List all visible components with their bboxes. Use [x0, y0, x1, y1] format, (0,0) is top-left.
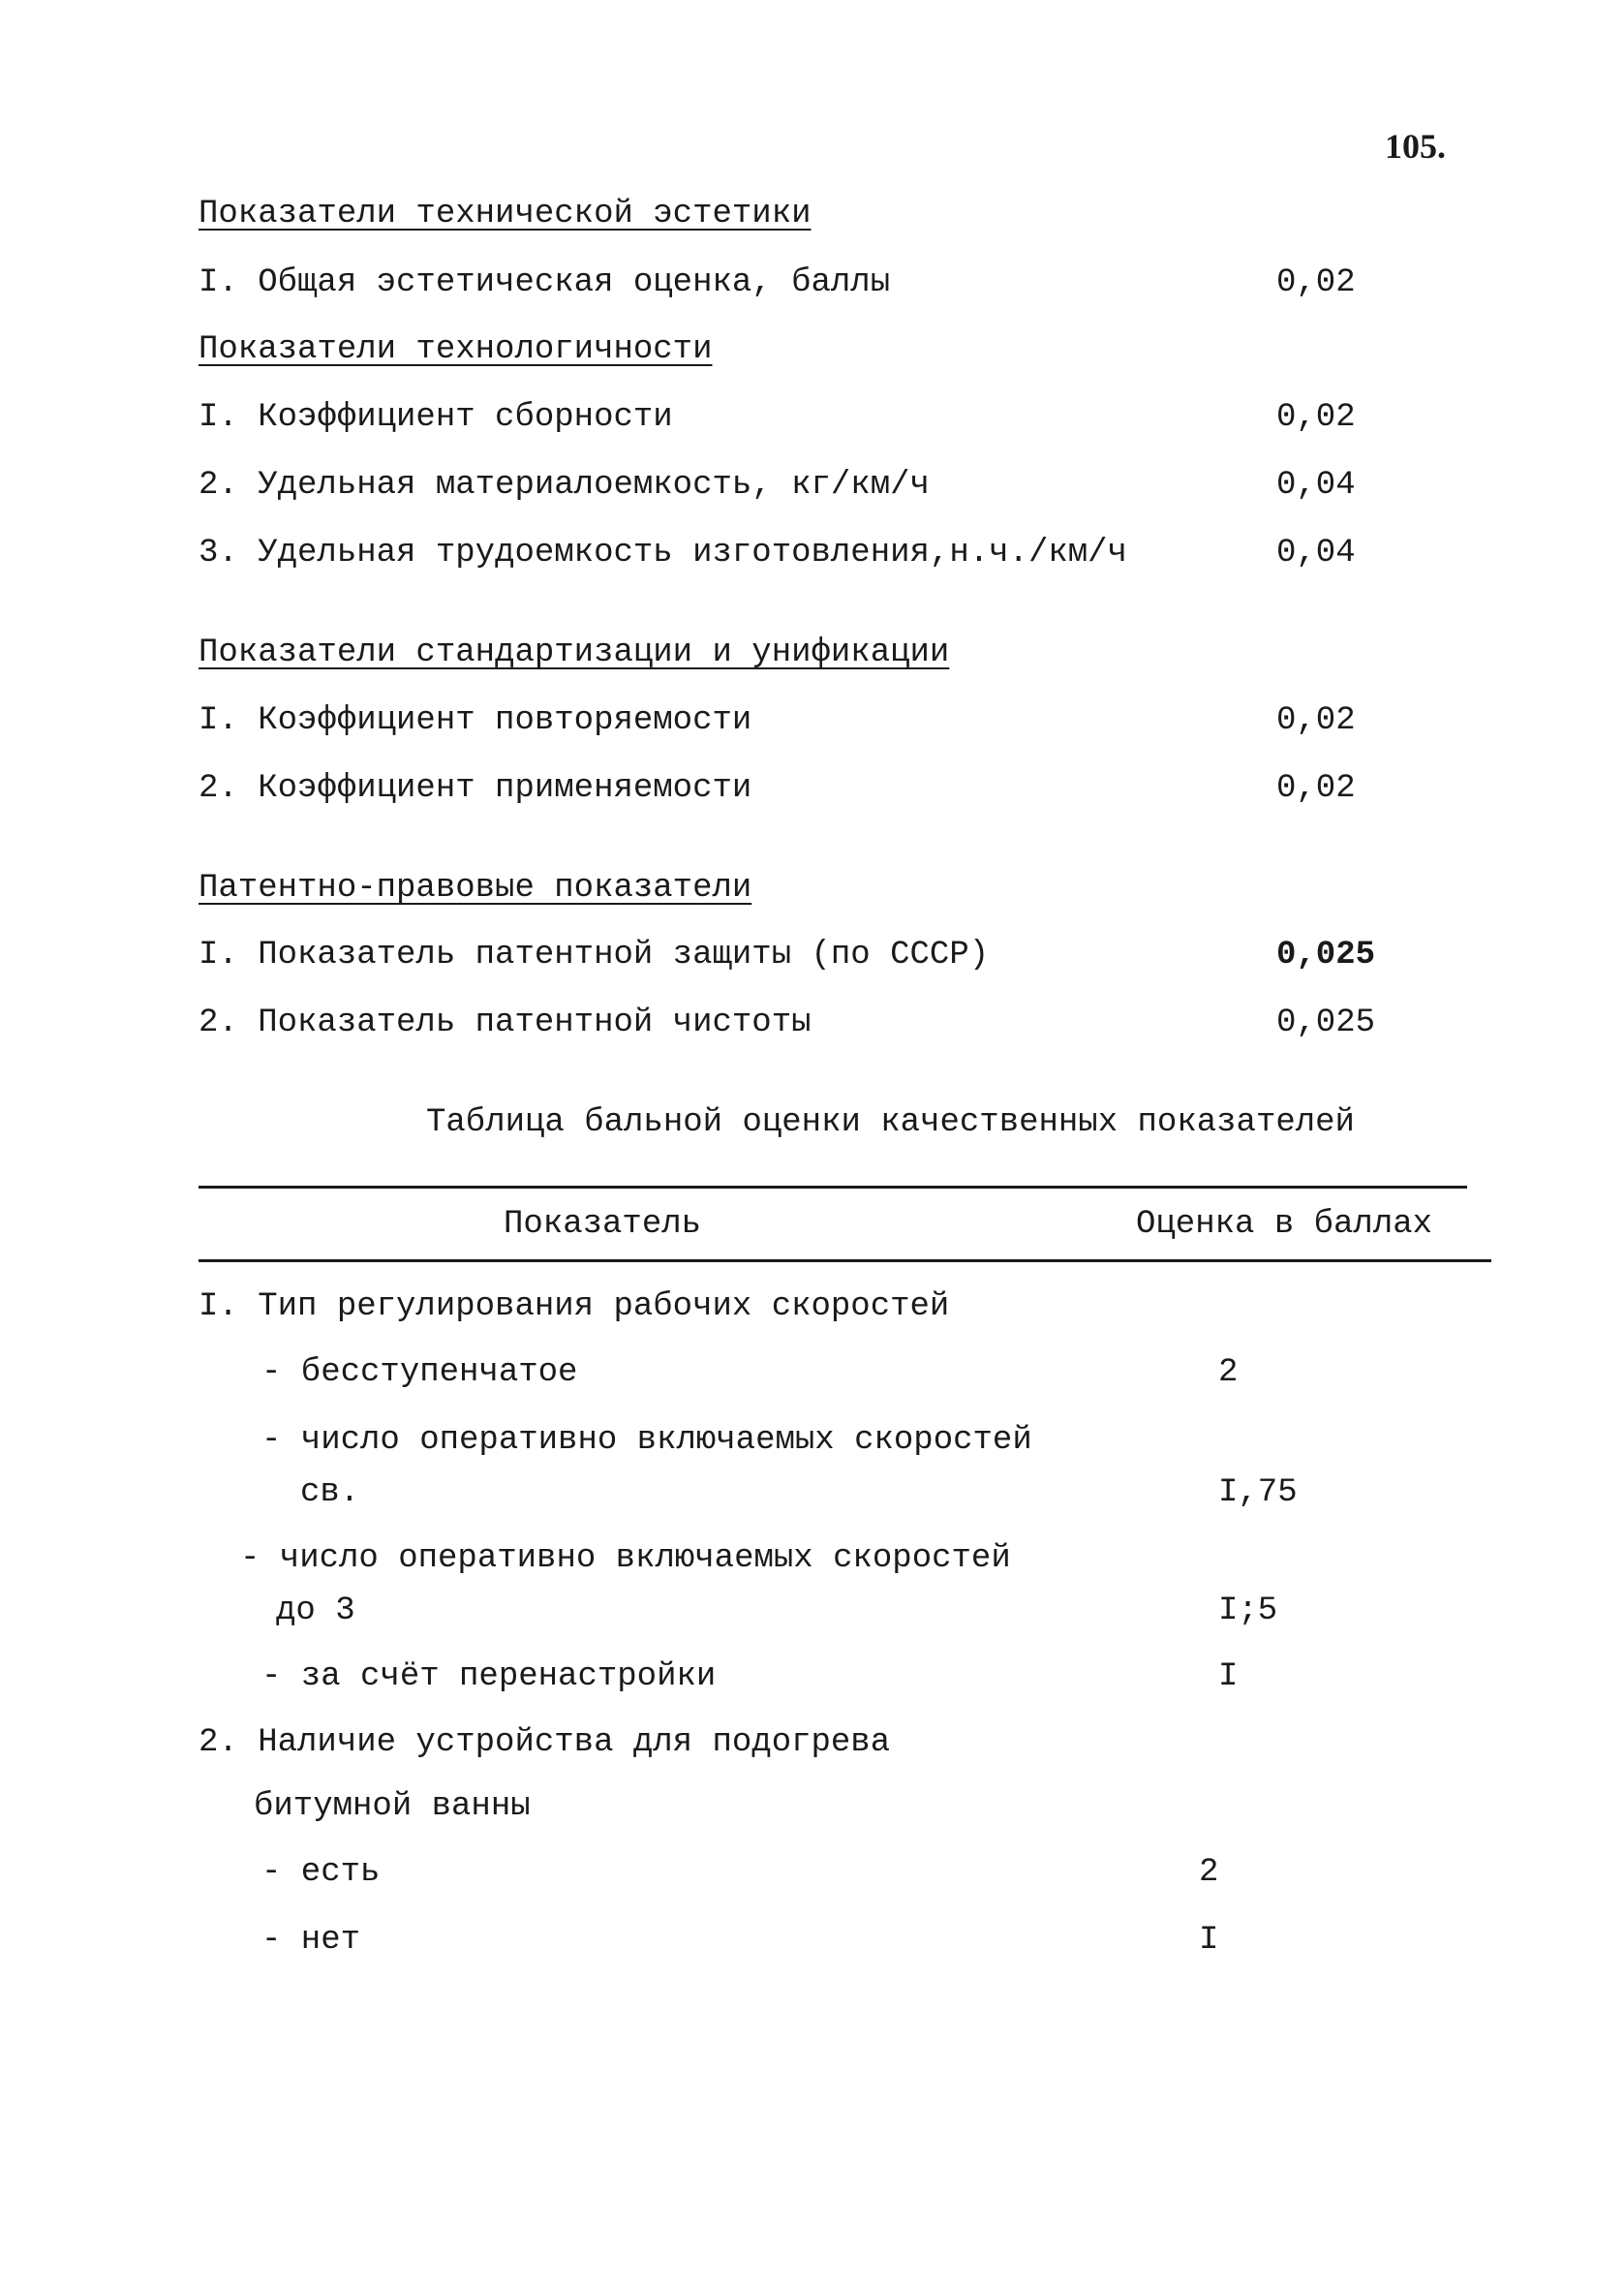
- item-value: 0,04: [1276, 535, 1356, 572]
- table-row-score: I;5: [1218, 1593, 1278, 1629]
- table-row-score: 2: [1199, 1854, 1219, 1891]
- table-row-text: - есть: [261, 1854, 381, 1891]
- table-header-score: Оценка в баллах: [1136, 1206, 1433, 1243]
- item-value: 0,02: [1276, 399, 1356, 436]
- table-row-text: I. Тип регулирования рабочих скоростей: [199, 1288, 950, 1325]
- table-row-score: I,75: [1218, 1474, 1298, 1511]
- table-row-text: битумной ванны: [254, 1788, 531, 1825]
- item-label: I. Коэффициент повторяемости: [199, 702, 752, 739]
- table-row-score: I: [1199, 1922, 1219, 1959]
- table-row-text: 2. Наличие устройства для подогрева: [199, 1724, 891, 1761]
- section-heading-aesthetics: Показатели технической эстетики: [199, 196, 812, 232]
- item-value: 0,02: [1276, 702, 1356, 739]
- item-value: 0,04: [1276, 467, 1356, 504]
- table-row-text: - число оперативно включаемых скоростей: [240, 1540, 1011, 1577]
- item-label: I. Общая эстетическая оценка, баллы: [199, 264, 891, 301]
- item-value: 0,02: [1276, 770, 1356, 807]
- table-row-text: - число оперативно включаемых скоростей: [261, 1422, 1032, 1459]
- item-label: 2. Показатель патентной чистоты: [199, 1005, 812, 1041]
- table-top-rule: [199, 1186, 1467, 1189]
- item-label: 3. Удельная трудоемкость изготовления,н.ч./км/ч: [199, 535, 1127, 572]
- item-label: 2. Удельная материалоемкость, кг/км/ч: [199, 467, 930, 504]
- item-label: I. Показатель патентной защиты (по СССР): [199, 937, 990, 974]
- section-heading-standardization: Показатели стандартизации и унификации: [199, 634, 950, 671]
- table-row-score: I: [1218, 1658, 1239, 1695]
- table-row-text: - за счёт перенастройки: [261, 1658, 717, 1695]
- table-header-rule: [199, 1259, 1491, 1262]
- table-title: Таблица бальной оценки качественных показателей: [426, 1104, 1355, 1141]
- table-row-text: до 3: [276, 1593, 355, 1629]
- section-heading-patent: Патентно-правовые показатели: [199, 870, 752, 907]
- section-heading-technology: Показатели технологичности: [199, 331, 713, 368]
- table-row-score: 2: [1218, 1354, 1239, 1391]
- table-row-text: св.: [300, 1474, 360, 1511]
- table-header-indicator: Показатель: [504, 1206, 702, 1243]
- item-value: 0,025: [1276, 1005, 1376, 1041]
- table-row-text: - нет: [261, 1922, 361, 1959]
- item-label: 2. Коэффициент применяемости: [199, 770, 752, 807]
- table-row-text: - бесступенчатое: [261, 1354, 578, 1391]
- item-label: I. Коэффициент сборности: [199, 399, 673, 436]
- item-value: 0,025: [1276, 937, 1376, 974]
- page-number: 105.: [1385, 127, 1446, 166]
- item-value: 0,02: [1276, 264, 1356, 301]
